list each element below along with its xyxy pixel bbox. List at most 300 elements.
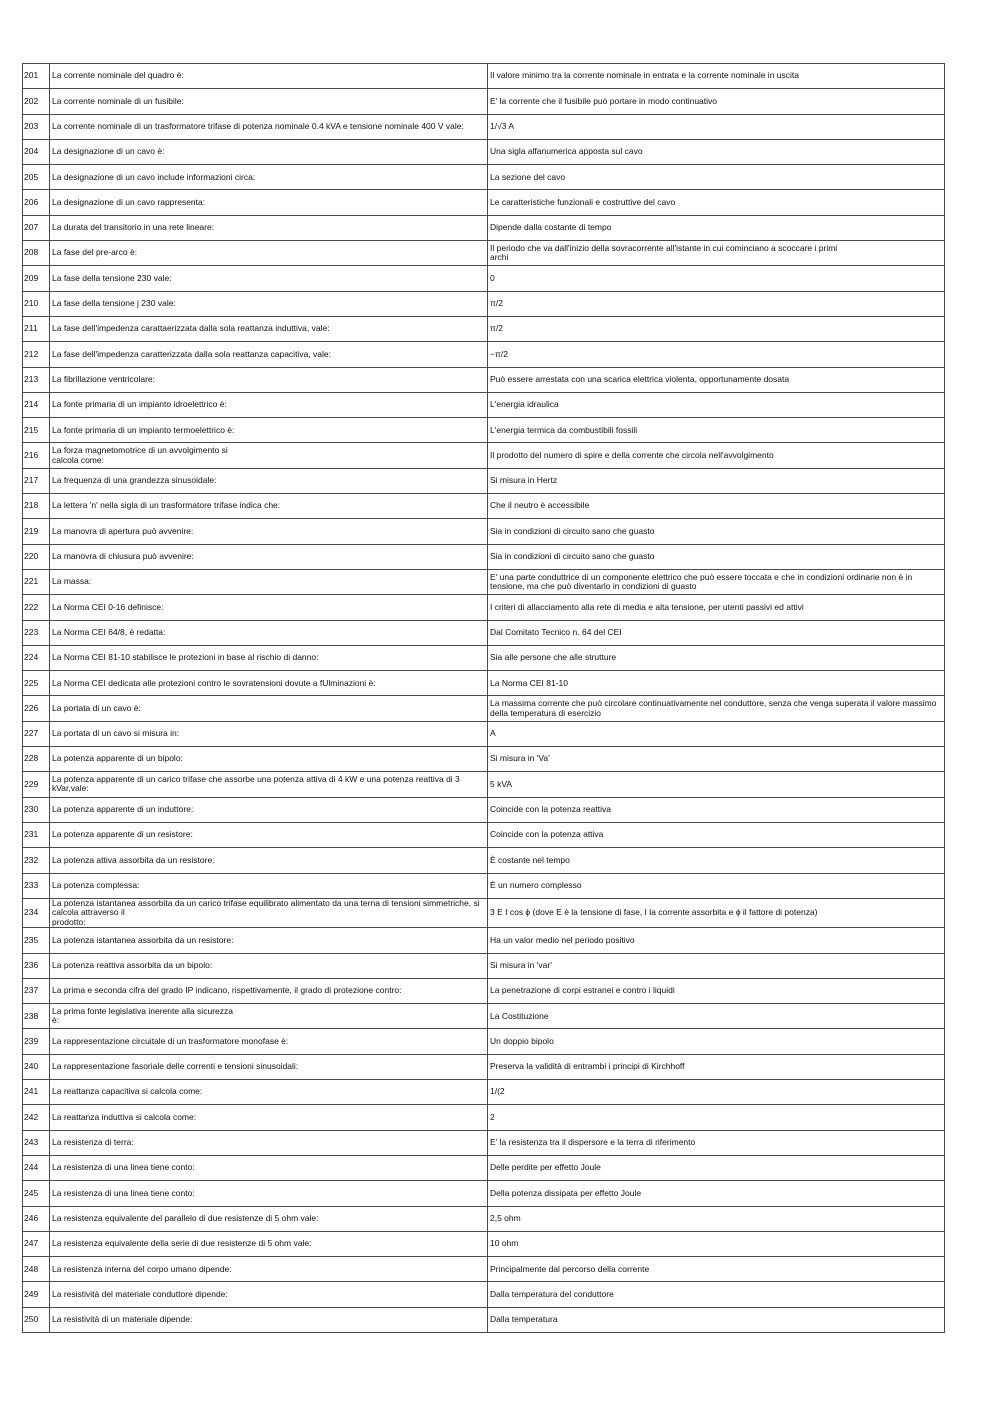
- answer-cell: [488, 544, 945, 569]
- table-row: [23, 266, 945, 291]
- table-row: [23, 1029, 945, 1054]
- table-row: [23, 822, 945, 847]
- answer-cell: [488, 443, 945, 468]
- table-row: [23, 1105, 945, 1130]
- answer-text: Della potenza dissipata per effetto Joule: [490, 1187, 642, 1198]
- question-number-text: 205: [24, 171, 39, 182]
- question-number-text: 207: [24, 222, 39, 233]
- question-number-cell: [23, 1130, 50, 1155]
- question-number-cell: [23, 418, 50, 443]
- question-text: La fase della tensione 230 vale:: [52, 272, 172, 283]
- answer-cell: [488, 190, 945, 215]
- answer-text: Principalmente dal percorso della corrente: [490, 1263, 650, 1274]
- question-number-cell: [23, 392, 50, 417]
- table-row: [23, 569, 945, 594]
- question-number-cell: [23, 544, 50, 569]
- question-number-text: 243: [24, 1137, 39, 1148]
- answer-cell: [488, 316, 945, 341]
- question-text: La corrente nominale di un trasformatore trifase di potenza nominale 0.4 kVA e tensione nominale 400 V vale:: [52, 120, 464, 131]
- question-number-text: 239: [24, 1035, 39, 1046]
- question-text: La lettera 'n' nella sigla di un trasformatore trifase indica che:: [52, 500, 281, 511]
- question-number-cell: [23, 1029, 50, 1054]
- question-text: La potenza apparente di un induttore:: [52, 804, 194, 814]
- answer-text: Dalla temperatura del conduttore: [490, 1288, 614, 1299]
- question-cell: [50, 772, 488, 797]
- question-text: La Norma CEI 0-16 definisce:: [52, 601, 164, 612]
- table-row: [23, 392, 945, 417]
- question-text: La manovra di apertura può avvenire:: [52, 525, 194, 536]
- table-row: [23, 1054, 945, 1079]
- answer-text: Dalla temperatura: [490, 1314, 558, 1325]
- question-number-cell: [23, 848, 50, 873]
- question-number-text: 217: [24, 475, 39, 486]
- question-number-text: 249: [24, 1288, 39, 1299]
- question-number-text: 233: [24, 879, 39, 890]
- question-cell: [50, 928, 488, 953]
- answer-text: È costante nel tempo: [490, 854, 570, 865]
- question-number-cell: [23, 114, 50, 139]
- answer-cell: [488, 595, 945, 620]
- answer-cell: [488, 114, 945, 139]
- answer-cell: [488, 721, 945, 746]
- table-row: [23, 494, 945, 519]
- question-number-cell: [23, 645, 50, 670]
- question-number-text: 228: [24, 753, 39, 764]
- table-row: [23, 721, 945, 746]
- table-row: [23, 928, 945, 953]
- question-number-cell: [23, 1155, 50, 1180]
- question-number-cell: [23, 342, 50, 367]
- question-number-cell: [23, 89, 50, 114]
- table-row: [23, 114, 945, 139]
- answer-text: La massima corrente che può circolare continuativamente nel conduttore, senza che venga superata il valore massimo della temperatura di esercizio: [490, 698, 937, 718]
- question-number-cell: [23, 64, 50, 89]
- question-cell: [50, 873, 488, 898]
- answer-cell: [488, 953, 945, 978]
- answer-text: Dal Comitato Tecnico n. 64 del CEI: [490, 626, 622, 637]
- question-answer-table: [22, 63, 945, 1333]
- table-row: [23, 696, 945, 721]
- answer-text: A: [490, 728, 496, 739]
- question-number-text: 220: [24, 551, 39, 562]
- table-row: [23, 468, 945, 493]
- table-row: [23, 898, 945, 928]
- question-number-text: 244: [24, 1162, 39, 1173]
- question-text: La Norma CEI 81-10 stabilisce le protezioni in base al rischio di danno:: [52, 652, 319, 663]
- question-cell: [50, 898, 488, 928]
- answer-text: 2,5 ohm: [490, 1212, 521, 1223]
- question-text: La potenza attiva assorbita da un resistore:: [52, 854, 215, 865]
- question-text: La fonte primaria di un impianto termoelettrico è:: [52, 424, 235, 435]
- answer-text: Che il neutro è accessibile: [490, 500, 590, 511]
- question-number-cell: [23, 241, 50, 266]
- question-number-text: 209: [24, 272, 39, 283]
- question-number-text: 227: [24, 728, 39, 739]
- question-text: La manovra di chiusura può avvenire:: [52, 551, 194, 562]
- question-text: La resistenza di terra:: [52, 1137, 134, 1148]
- question-cell: [50, 595, 488, 620]
- answer-text: L'energia termica da combustibili fossili: [490, 424, 638, 435]
- answer-text: Il valore minimo tra la corrente nominale in entrata e la corrente nominale in uscita: [490, 70, 799, 81]
- question-cell: [50, 671, 488, 696]
- question-number-cell: [23, 696, 50, 721]
- question-number-text: 229: [24, 778, 39, 789]
- question-number-cell: [23, 797, 50, 822]
- table-row: [23, 1231, 945, 1256]
- question-text: La resistività di un materiale dipende:: [52, 1314, 193, 1325]
- answer-cell: [488, 468, 945, 493]
- answer-text: π/2: [490, 298, 503, 309]
- question-number-text: 237: [24, 985, 39, 996]
- question-number-cell: [23, 1054, 50, 1079]
- question-number-text: 213: [24, 373, 39, 384]
- question-cell: [50, 953, 488, 978]
- question-number-text: 204: [24, 146, 39, 157]
- answer-text: 0: [490, 272, 495, 283]
- answer-text: π/2: [490, 323, 503, 334]
- table-row: [23, 620, 945, 645]
- question-cell: [50, 64, 488, 89]
- table-row: [23, 190, 945, 215]
- question-text: La forza magnetomotrice di un avvolgimento si calcola come:: [52, 445, 228, 465]
- question-number-text: 245: [24, 1187, 39, 1198]
- question-text: La potenza apparente di un resistore:: [52, 829, 193, 840]
- answer-text: Si misura in 'var': [490, 959, 552, 970]
- table-row: [23, 772, 945, 797]
- answer-cell: [488, 139, 945, 164]
- table-row: [23, 1004, 945, 1029]
- question-number-text: 218: [24, 500, 39, 511]
- answer-cell: [488, 569, 945, 594]
- question-cell: [50, 1231, 488, 1256]
- question-number-cell: [23, 1181, 50, 1206]
- answer-text: I criteri di allacciamento alla rete di media e alta tensione, per utenti passivi ed attivi: [490, 601, 804, 612]
- question-number-text: 202: [24, 95, 39, 106]
- answer-cell: [488, 671, 945, 696]
- table-row: [23, 1181, 945, 1206]
- question-number-text: 241: [24, 1086, 39, 1097]
- question-number-text: 219: [24, 525, 39, 536]
- question-cell: [50, 367, 488, 392]
- question-text: La potenza istantanea assorbita da un resistore:: [52, 934, 234, 945]
- question-number-cell: [23, 772, 50, 797]
- answer-cell: [488, 1282, 945, 1307]
- answer-cell: [488, 494, 945, 519]
- question-number-cell: [23, 898, 50, 928]
- answer-cell: [488, 696, 945, 721]
- question-cell: [50, 1105, 488, 1130]
- answer-text: La sezione del cavo: [490, 171, 566, 182]
- question-text: La prima fonte legislativa inerente alla sicurezza è:: [52, 1005, 233, 1026]
- table-row: [23, 544, 945, 569]
- table-row: [23, 519, 945, 544]
- question-number-cell: [23, 1004, 50, 1029]
- table-row: [23, 671, 945, 696]
- question-number-text: 208: [24, 247, 39, 258]
- question-text: La frequenza di una grandezza sinusoidale:: [52, 475, 217, 486]
- question-text: La potenza apparente di un carico trifase che assorbe una potenza attiva di 4 kW e una potenza reattiva di 3 kVar,vale:: [52, 773, 460, 794]
- answer-text: La penetrazione di corpi estranei e contro i liquidi: [490, 985, 675, 996]
- question-number-cell: [23, 468, 50, 493]
- question-number-cell: [23, 1105, 50, 1130]
- question-text: La potenza reattiva assorbita da un bipolo:: [52, 959, 213, 970]
- question-number-cell: [23, 953, 50, 978]
- question-number-cell: [23, 1080, 50, 1105]
- question-cell: [50, 342, 488, 367]
- question-cell: [50, 1004, 488, 1029]
- answer-text: L'energia idraulica: [490, 399, 559, 410]
- answer-cell: [488, 1004, 945, 1029]
- question-number-text: 211: [24, 323, 38, 334]
- answer-text: Preserva la validità di entrambi i principi di Kirchhoff: [490, 1061, 685, 1072]
- question-cell: [50, 1029, 488, 1054]
- table-row: [23, 316, 945, 341]
- question-text: La potenza apparente di un bipolo:: [52, 753, 183, 764]
- table-row: [23, 418, 945, 443]
- table-row: [23, 342, 945, 367]
- question-number-cell: [23, 978, 50, 1003]
- answer-text: Coincide con la potenza reattiva: [490, 804, 611, 814]
- answer-text: Può essere arrestata con una scarica elettrica violenta, opportunamente dosata: [490, 373, 790, 384]
- answer-cell: [488, 1080, 945, 1105]
- answer-cell: [488, 898, 945, 928]
- question-cell: [50, 1181, 488, 1206]
- question-cell: [50, 978, 488, 1003]
- question-cell: [50, 696, 488, 721]
- answer-text: Le caratteristiche funzionali e costruttive del cavo: [490, 196, 676, 207]
- question-text: La designazione di un cavo include informazioni circa:: [52, 171, 256, 182]
- question-number-text: 203: [24, 120, 39, 131]
- answer-text: 3 E I cos ϕ (dove E è la tensione di fase, I la corrente assorbita e ϕ il fattore di potenza): [490, 907, 818, 918]
- answer-cell: [488, 978, 945, 1003]
- answer-cell: [488, 797, 945, 822]
- question-number-text: 226: [24, 702, 39, 713]
- question-number-cell: [23, 291, 50, 316]
- answer-cell: [488, 1105, 945, 1130]
- question-number-cell: [23, 1282, 50, 1307]
- answer-cell: [488, 1307, 945, 1332]
- question-number-text: 214: [24, 399, 39, 410]
- answer-text: E' la corrente che il fusibile può portare in modo continuativo: [490, 95, 718, 106]
- question-cell: [50, 645, 488, 670]
- question-text: La Norma CEI dedicata alle protezioni contro le sovratensioni dovute a fUlminazioni è:: [52, 677, 376, 688]
- question-cell: [50, 519, 488, 544]
- answer-text: La Costituzione: [490, 1010, 549, 1021]
- question-number-cell: [23, 1257, 50, 1282]
- table-row: [23, 747, 945, 772]
- question-number-text: 242: [24, 1111, 39, 1122]
- question-cell: [50, 620, 488, 645]
- question-number-cell: [23, 1231, 50, 1256]
- question-number-cell: [23, 443, 50, 468]
- table-row: [23, 241, 945, 266]
- answer-cell: [488, 64, 945, 89]
- question-number-text: 231: [24, 829, 39, 840]
- question-number-cell: [23, 494, 50, 519]
- answer-cell: [488, 89, 945, 114]
- answer-text: −π/2: [490, 348, 508, 359]
- question-number-text: 221: [24, 576, 39, 587]
- question-text: La fase del pre-arco è:: [52, 247, 138, 258]
- answer-text: 10 ohm: [490, 1238, 519, 1249]
- table-row: [23, 595, 945, 620]
- answer-text: Una sigla alfanumerica apposta sul cavo: [490, 146, 643, 157]
- answer-text: Dipende dalla costante di tempo: [490, 222, 612, 233]
- question-number-cell: [23, 595, 50, 620]
- answer-cell: [488, 1054, 945, 1079]
- question-text: La corrente nominale di un fusibile:: [52, 95, 184, 106]
- answer-text: 2: [490, 1111, 495, 1122]
- table-row: [23, 1080, 945, 1105]
- question-text: La corrente nominale del quadro è:: [52, 70, 184, 81]
- question-text: La portata di un cavo è:: [52, 702, 141, 713]
- answer-cell: [488, 645, 945, 670]
- question-number-cell: [23, 519, 50, 544]
- question-number-text: 222: [24, 601, 39, 612]
- question-number-text: 223: [24, 626, 39, 637]
- question-cell: [50, 266, 488, 291]
- question-number-cell: [23, 1307, 50, 1332]
- question-cell: [50, 1130, 488, 1155]
- question-number-text: 235: [24, 934, 39, 945]
- question-number-cell: [23, 266, 50, 291]
- question-cell: [50, 848, 488, 873]
- answer-cell: [488, 1155, 945, 1180]
- question-cell: [50, 316, 488, 341]
- answer-text: 1/√3 A: [490, 120, 515, 131]
- question-number-text: 216: [24, 449, 39, 460]
- answer-text: Sia alle persone che alle strutture: [490, 652, 617, 663]
- answer-cell: [488, 1029, 945, 1054]
- question-text: La portata di un cavo si misura in:: [52, 728, 180, 739]
- answer-cell: [488, 747, 945, 772]
- question-text: La fase della tensione j 230 vale:: [52, 298, 176, 309]
- answer-text: Ha un valor medio nel periodo positivo: [490, 934, 635, 945]
- answer-text: Un doppio bipolo: [490, 1035, 554, 1046]
- question-number-cell: [23, 190, 50, 215]
- table-row: [23, 215, 945, 240]
- question-number-cell: [23, 873, 50, 898]
- question-number-text: 232: [24, 854, 39, 865]
- answer-text: E' una parte conduttrice di un componente elettrico che può essere toccata e che in condizioni ordinarie non è in tensione, ma che può diventarlo in condizioni di guasto: [490, 571, 913, 592]
- table-row: [23, 1282, 945, 1307]
- answer-text: È un numero complesso: [490, 879, 582, 890]
- question-text: La resistività del materiale conduttore dipende:: [52, 1288, 228, 1299]
- question-cell: [50, 139, 488, 164]
- question-number-text: 201: [24, 70, 39, 81]
- table-row: [23, 1206, 945, 1231]
- answer-cell: [488, 291, 945, 316]
- question-text: La designazione di un cavo è:: [52, 146, 165, 157]
- answer-text: Si misura in Hertz: [490, 475, 558, 486]
- question-number-text: 210: [24, 298, 39, 309]
- question-number-text: 250: [24, 1314, 39, 1325]
- question-number-text: 206: [24, 196, 39, 207]
- answer-cell: [488, 392, 945, 417]
- answer-cell: [488, 620, 945, 645]
- question-number-cell: [23, 1206, 50, 1231]
- question-text: La fonte primaria di un impianto idroelettrico è:: [52, 399, 227, 410]
- question-cell: [50, 797, 488, 822]
- question-text: La fase dell'impedenza carattaerizzata dalla sola reattanza induttiva, vale:: [52, 323, 330, 334]
- table-row: [23, 1307, 945, 1332]
- question-cell: [50, 1080, 488, 1105]
- table-row: [23, 1257, 945, 1282]
- question-cell: [50, 1257, 488, 1282]
- question-cell: [50, 494, 488, 519]
- question-number-text: 234: [24, 907, 39, 918]
- answer-cell: [488, 1130, 945, 1155]
- answer-cell: [488, 266, 945, 291]
- question-text: La resistenza equivalente della serie di due resistenze di 5 ohm vale:: [52, 1238, 312, 1249]
- answer-text: Sia in condizioni di circuito sano che guasto: [490, 551, 655, 562]
- question-text: La potenza complessa:: [52, 879, 140, 890]
- answer-text: 5 kVA: [490, 778, 513, 789]
- answer-cell: [488, 418, 945, 443]
- question-text: La resistenza di una linea tiene conto:: [52, 1187, 195, 1198]
- answer-cell: [488, 342, 945, 367]
- table-row: [23, 291, 945, 316]
- answer-text: Il prodotto del numero di spire e della corrente che circola nell'avvolgimento: [490, 449, 774, 460]
- answer-cell: [488, 165, 945, 190]
- question-cell: [50, 241, 488, 266]
- answer-text: La Norma CEI 81-10: [490, 677, 568, 688]
- question-cell: [50, 89, 488, 114]
- question-number-cell: [23, 747, 50, 772]
- question-text: La resistenza interna del corpo umano dipende:: [52, 1263, 232, 1274]
- question-number-cell: [23, 367, 50, 392]
- question-number-text: 215: [24, 424, 39, 435]
- question-text: La rappresentazione fasoriale delle correnti e tensioni sinusoidali:: [52, 1061, 299, 1072]
- answer-text: E' la resistenza tra il dispersore e la terra di riferimento: [490, 1137, 696, 1148]
- table-row: [23, 89, 945, 114]
- question-text: La fibrillazione ventricolare:: [52, 373, 155, 384]
- question-number-cell: [23, 316, 50, 341]
- question-number-cell: [23, 671, 50, 696]
- question-text: La reattanza induttiva si calcola come:: [52, 1111, 197, 1122]
- answer-cell: [488, 1257, 945, 1282]
- question-number-cell: [23, 569, 50, 594]
- question-text: La fase dell'impedenza caratterizzata dalla sola reattanza capacitiva, vale:: [52, 348, 331, 359]
- question-number-cell: [23, 822, 50, 847]
- question-cell: [50, 443, 488, 468]
- question-number-cell: [23, 620, 50, 645]
- question-number-text: 238: [24, 1010, 39, 1021]
- answer-cell: [488, 848, 945, 873]
- question-cell: [50, 1155, 488, 1180]
- answer-cell: [488, 1206, 945, 1231]
- question-number-cell: [23, 215, 50, 240]
- question-number-text: 236: [24, 959, 39, 970]
- answer-cell: [488, 367, 945, 392]
- question-cell: [50, 721, 488, 746]
- answer-cell: [488, 772, 945, 797]
- question-number-cell: [23, 721, 50, 746]
- question-text: La massa:: [52, 576, 92, 587]
- question-cell: [50, 190, 488, 215]
- question-cell: [50, 544, 488, 569]
- question-number-text: 212: [24, 348, 39, 359]
- table-row: [23, 443, 945, 468]
- answer-cell: [488, 215, 945, 240]
- table-row: [23, 165, 945, 190]
- question-text: La potenza istantanea assorbita da un carico trifase equilibrato alimentato da una terna di tensioni simmetriche, si calcola attraverso il prodotto:: [52, 898, 480, 927]
- question-text: La Norma CEI 64/8, è redatta:: [52, 626, 166, 637]
- question-number-cell: [23, 928, 50, 953]
- table-row: [23, 953, 945, 978]
- question-cell: [50, 215, 488, 240]
- answer-text: Delle perdite per effetto Joule: [490, 1162, 601, 1173]
